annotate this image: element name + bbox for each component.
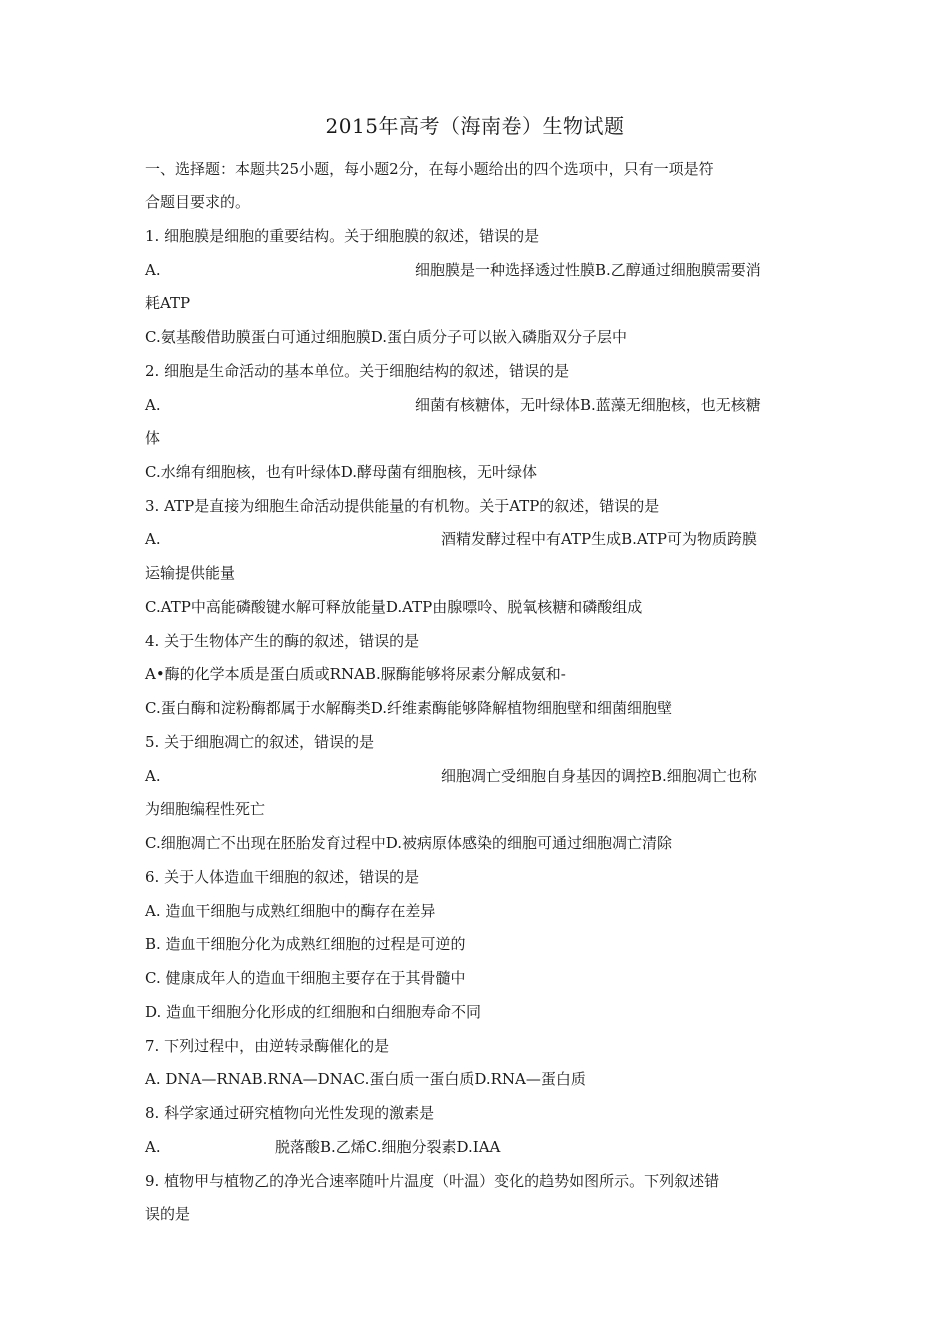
question-3-options-ab: [145, 528, 810, 550]
option-text: 细胞膜是一种选择透过性膜B.乙醇通过细胞膜需要消: [415, 261, 761, 279]
question-4: 4. 关于生物体产生的酶的叙述，错误的是: [145, 632, 420, 650]
option-label: A.: [145, 530, 161, 548]
section-instruction: 一、选择题：本题共25小题，每小题2分，在每小题给出的四个选项中，只有一项是符: [145, 160, 714, 178]
option-text: 酒精发酵过程中有ATP生成B.ATP可为物质跨膜: [441, 530, 758, 548]
question-9: 9. 植物甲与植物乙的净光合速率随叶片温度（叶温）变化的趋势如图所示。下列叙述错: [145, 1172, 720, 1190]
question-4-options-ab: A•酶的化学本质是蛋白质或RNAB.脲酶能够将尿素分解成氨和-: [145, 665, 566, 683]
question-2-options-ab: [145, 394, 810, 416]
option-text: 细胞凋亡受细胞自身基因的调控B.细胞凋亡也称: [441, 767, 757, 785]
option-text: 脱落酸B.乙烯C.细胞分裂素D.IAA: [275, 1138, 501, 1156]
option-label: A.: [145, 261, 161, 279]
question-3-options-ab-cont: 运输提供能量: [145, 564, 236, 582]
option-label: A.: [145, 767, 161, 785]
question-5: 5. 关于细胞凋亡的叙述，错误的是: [145, 733, 375, 751]
question-8-options: [145, 1136, 810, 1158]
question-6-option-c: C. 健康成年人的造血干细胞主要存在于其骨髓中: [145, 969, 466, 987]
option-label: A.: [145, 396, 161, 414]
question-6-option-b: B. 造血干细胞分化为成熟红细胞的过程是可逆的: [145, 935, 466, 953]
question-7: 7. 下列过程中，由逆转录酶催化的是: [145, 1037, 390, 1055]
question-5-options-ab-cont: 为细胞编程性死亡: [145, 800, 266, 818]
question-2-options-cd: C.水绵有细胞核，也有叶绿体D.酵母菌有细胞核，无叶绿体: [145, 463, 537, 481]
question-9-cont: 误的是: [145, 1205, 191, 1223]
option-text: 细菌有核糖体，无叶绿体B.蓝藻无细胞核，也无核糖: [415, 396, 761, 414]
question-4-options-cd: C.蛋白酶和淀粉酶都属于水解酶类D.纤维素酶能够降解植物细胞壁和细菌细胞壁: [145, 699, 672, 717]
question-3: 3. ATP是直接为细胞生命活动提供能量的有机物。关于ATP的叙述，错误的是: [145, 497, 660, 515]
question-2-options-ab-cont: 体: [145, 429, 161, 447]
question-1-options-ab-cont: 耗ATP: [145, 294, 191, 312]
question-6-option-a: A. 造血干细胞与成熟红细胞中的酶存在差异: [145, 902, 436, 920]
question-5-options-ab: [145, 765, 810, 787]
question-7-options: A. DNA—RNAB.RNA—DNAC.蛋白质一蛋白质D.RNA—蛋白质: [145, 1070, 586, 1088]
section-instruction-cont: 合题目要求的。: [145, 193, 251, 211]
option-label: A.: [145, 1138, 161, 1156]
question-6: 6. 关于人体造血干细胞的叙述，错误的是: [145, 868, 420, 886]
question-1: 1. 细胞膜是细胞的重要结构。关于细胞膜的叙述，错误的是: [145, 227, 540, 245]
question-1-options-cd: C.氨基酸借助膜蛋白可通过细胞膜D.蛋白质分子可以嵌入磷脂双分子层中: [145, 328, 627, 346]
question-1-options-ab: [145, 259, 810, 281]
question-3-options-cd: C.ATP中高能磷酸键水解可释放能量D.ATP由腺嘌呤、脱氧核糖和磷酸组成: [145, 598, 643, 616]
question-8: 8. 科学家通过研究植物向光性发现的激素是: [145, 1104, 435, 1122]
question-6-option-d: D. 造血干细胞分化形成的红细胞和白细胞寿命不同: [145, 1003, 482, 1021]
question-5-options-cd: C.细胞凋亡不出现在胚胎发育过程中D.被病原体感染的细胞可通过细胞凋亡清除: [145, 834, 672, 852]
document-title: 2015年高考（海南卷）生物试题: [325, 114, 625, 138]
question-2: 2. 细胞是生命活动的基本单位。关于细胞结构的叙述，错误的是: [145, 362, 570, 380]
